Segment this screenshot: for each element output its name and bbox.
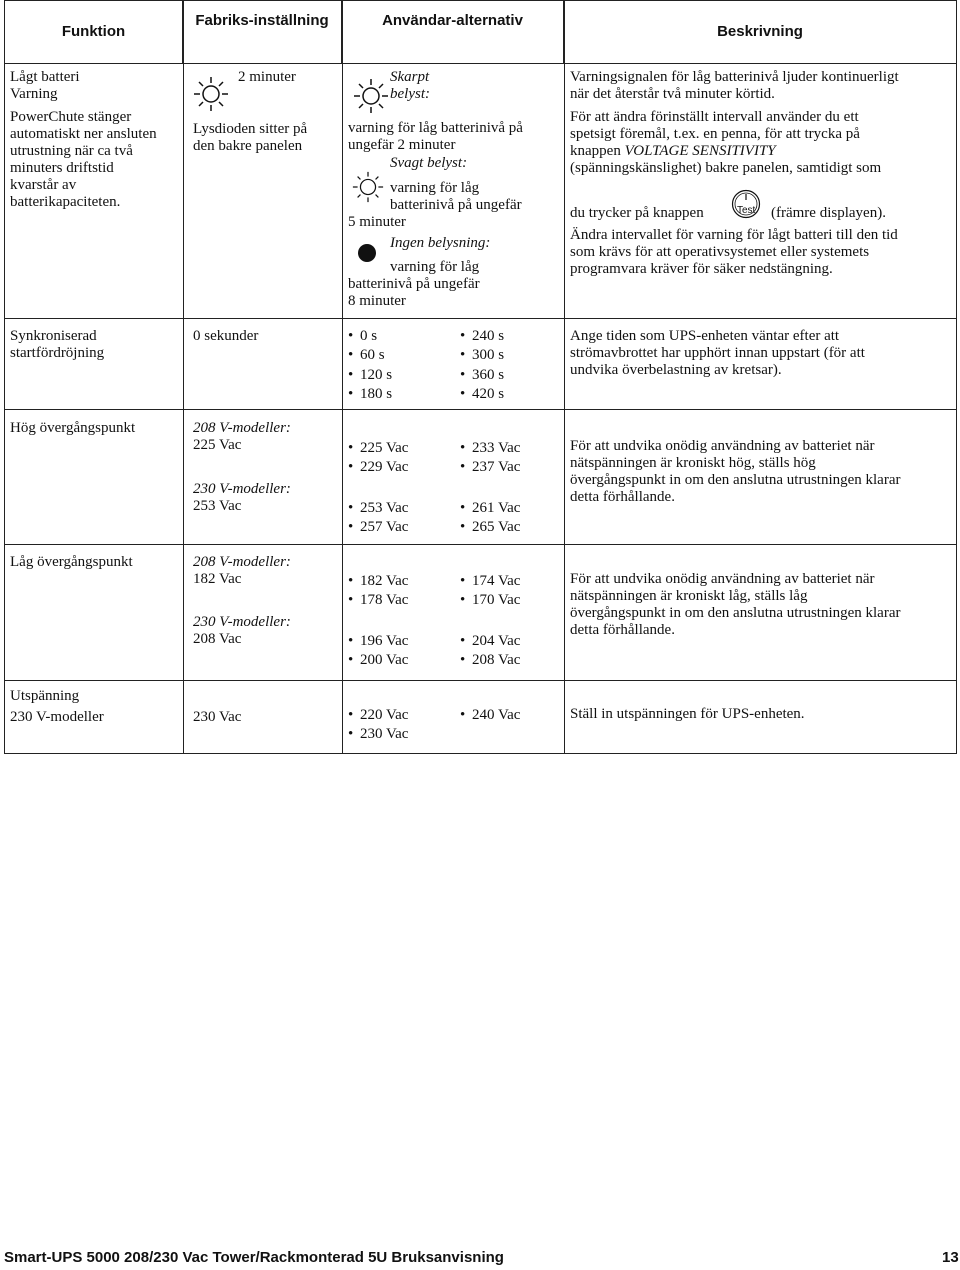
description-line: Ange tiden som UPS-enheten väntar efter att	[570, 328, 840, 344]
option-item: • 257 Vac	[348, 519, 408, 536]
description-line: (främre displayen).	[771, 205, 886, 221]
row-divider-1	[4, 318, 957, 319]
function-line: 230 V-modeller	[10, 709, 104, 725]
table-top-border	[4, 0, 957, 1]
header-beskrivning: Beskrivning	[564, 0, 957, 64]
option-item: • 204 Vac	[460, 633, 520, 650]
function-line: batterikapaciteten.	[10, 194, 121, 210]
footer-title: Smart-UPS 5000 208/230 Vac Tower/Rackmonterad 5U Bruksanvisning	[4, 1249, 504, 1266]
default-value: 230 Vac	[193, 709, 242, 725]
row-divider-4	[4, 680, 957, 681]
description-line: nätspänningen är kroniskt hög, ställs hög	[570, 455, 816, 471]
option-text-dim: batterinivå på ungefär	[390, 197, 522, 213]
default-value: 253 Vac	[193, 498, 242, 514]
function-line: Hög övergångspunkt	[10, 420, 136, 436]
function-line: startfördröjning	[10, 345, 105, 361]
default-note: Lysdioden sitter på	[193, 121, 308, 137]
option-item: • 230 Vac	[348, 726, 408, 743]
description-line: du trycker på knappen	[570, 205, 704, 221]
description-line: spetsigt föremål, t.ex. en penna, för att trycka på	[570, 126, 860, 142]
option-item: • 170 Vac	[460, 592, 520, 609]
col-divider-3	[564, 0, 565, 753]
option-item: • 196 Vac	[348, 633, 408, 650]
default-model-label: 208 V-modeller:	[193, 420, 291, 436]
function-line: Lågt batteri	[10, 69, 80, 85]
option-item: • 300 s	[460, 347, 504, 364]
function-line: minuters driftstid	[10, 160, 114, 176]
option-item: • 220 Vac	[348, 707, 408, 724]
option-text-off: varning för låg	[390, 259, 480, 275]
row-divider-3	[4, 544, 957, 545]
default-value: 208 Vac	[193, 631, 242, 647]
led-bright-icon	[193, 76, 229, 112]
description-line: detta förhållande.	[570, 489, 675, 505]
page-number: 13	[942, 1249, 959, 1266]
description-word: knappen	[570, 143, 621, 159]
option-item: • 253 Vac	[348, 500, 408, 517]
description-line	[570, 143, 776, 160]
option-item: • 233 Vac	[460, 440, 520, 457]
option-label-dim: Svagt belyst:	[390, 155, 468, 171]
option-item: • 0 s	[348, 328, 377, 345]
description-line: För att undvika onödig användning av batteriet när	[570, 438, 875, 454]
option-item: • 174 Vac	[460, 573, 520, 590]
option-item: • 120 s	[348, 367, 392, 384]
option-item: • 240 s	[460, 328, 504, 345]
led-off-icon	[356, 242, 378, 264]
option-item: • 180 s	[348, 386, 392, 403]
function-line: automatiskt ner ansluten	[10, 126, 157, 142]
function-line: Varning	[10, 86, 58, 102]
option-item: • 200 Vac	[348, 652, 408, 669]
description-line: när det återstår två minuter körtid.	[570, 86, 775, 102]
description-line: programvara kräver för säker nedstängning.	[570, 261, 833, 277]
function-line: Låg övergångspunkt	[10, 554, 133, 570]
row-divider-2	[4, 409, 957, 410]
function-line: kvarstår av	[10, 177, 77, 193]
option-text-bright: ungefär 2 minuter	[348, 137, 456, 153]
default-value: 2 minuter	[238, 69, 296, 85]
description-line: övergångspunkt in om den anslutna utrustningen klarar	[570, 472, 901, 488]
default-value: 0 sekunder	[193, 328, 259, 344]
function-line: Utspänning	[10, 688, 80, 704]
option-label-off: Ingen belysning:	[390, 235, 491, 251]
option-item: • 420 s	[460, 386, 504, 403]
description-line: övergångspunkt in om den anslutna utrustningen klarar	[570, 605, 901, 621]
option-text-dim: 5 minuter	[348, 214, 406, 230]
description-line: För att ändra förinställt intervall använder du ett	[570, 109, 859, 125]
header-funktion: Funktion	[4, 0, 183, 64]
col-divider-1	[183, 0, 184, 753]
option-text-off: batterinivå på ungefär	[348, 276, 480, 292]
default-model-label: 208 V-modeller:	[193, 554, 291, 570]
description-line: För att undvika onödig användning av batteriet när	[570, 571, 875, 587]
header-anvandar-alternativ: Användar-alternativ	[342, 0, 564, 64]
option-item: • 237 Vac	[460, 459, 520, 476]
description-line: Varningsignalen för låg batterinivå ljuder kontinuerligt	[570, 69, 899, 85]
function-line: Synkroniserad	[10, 328, 97, 344]
default-note: den bakre panelen	[193, 138, 303, 154]
option-item: • 265 Vac	[460, 519, 520, 536]
option-label-bright: belyst:	[390, 86, 430, 102]
description-line: undvika överbelastning av kretsar).	[570, 362, 782, 378]
table-bottom-border	[4, 753, 957, 754]
led-bright-icon	[353, 78, 389, 114]
voltage-sensitivity-label: VOLTAGE SENSITIVITY	[624, 143, 776, 159]
default-model-label: 230 V-modeller:	[193, 614, 291, 630]
description-line: Ändra intervallet för varning för lågt batteri till den tid	[570, 227, 898, 243]
description-line: som krävs för att operativsystemet eller systemets	[570, 244, 870, 260]
option-item: • 60 s	[348, 347, 385, 364]
option-text-off: 8 minuter	[348, 293, 406, 309]
option-item: • 208 Vac	[460, 652, 520, 669]
option-item: • 225 Vac	[348, 440, 408, 457]
option-item: • 360 s	[460, 367, 504, 384]
test-button-label: Test	[737, 205, 756, 216]
description-line: detta förhållande.	[570, 622, 675, 638]
description-line: nätspänningen är kroniskt låg, ställs låg	[570, 588, 808, 604]
col-divider-2	[342, 0, 343, 753]
default-value: 225 Vac	[193, 437, 242, 453]
function-line: PowerChute stänger	[10, 109, 132, 125]
option-item: • 182 Vac	[348, 573, 408, 590]
table-right-border	[956, 0, 957, 753]
function-line: utrustning när ca två	[10, 143, 133, 159]
led-dim-icon	[351, 170, 385, 204]
description-line: (spänningskänslighet) bakre panelen, samtidigt som	[570, 160, 882, 176]
option-item: • 240 Vac	[460, 707, 520, 724]
default-value: 182 Vac	[193, 571, 242, 587]
header-fabriks-installning: Fabriks-inställning	[183, 0, 342, 64]
option-item: • 261 Vac	[460, 500, 520, 517]
description-line: Ställ in utspänningen för UPS-enheten.	[570, 706, 805, 722]
option-label-bright: Skarpt	[390, 69, 430, 85]
table-left-border	[4, 0, 5, 753]
description-line: strömavbrottet har upphört innan uppstart (för att	[570, 345, 865, 361]
option-item: • 229 Vac	[348, 459, 408, 476]
option-item: • 178 Vac	[348, 592, 408, 609]
option-text-bright: varning för låg batterinivå på	[348, 120, 523, 136]
option-text-dim: varning för låg	[390, 180, 480, 196]
default-model-label: 230 V-modeller:	[193, 481, 291, 497]
